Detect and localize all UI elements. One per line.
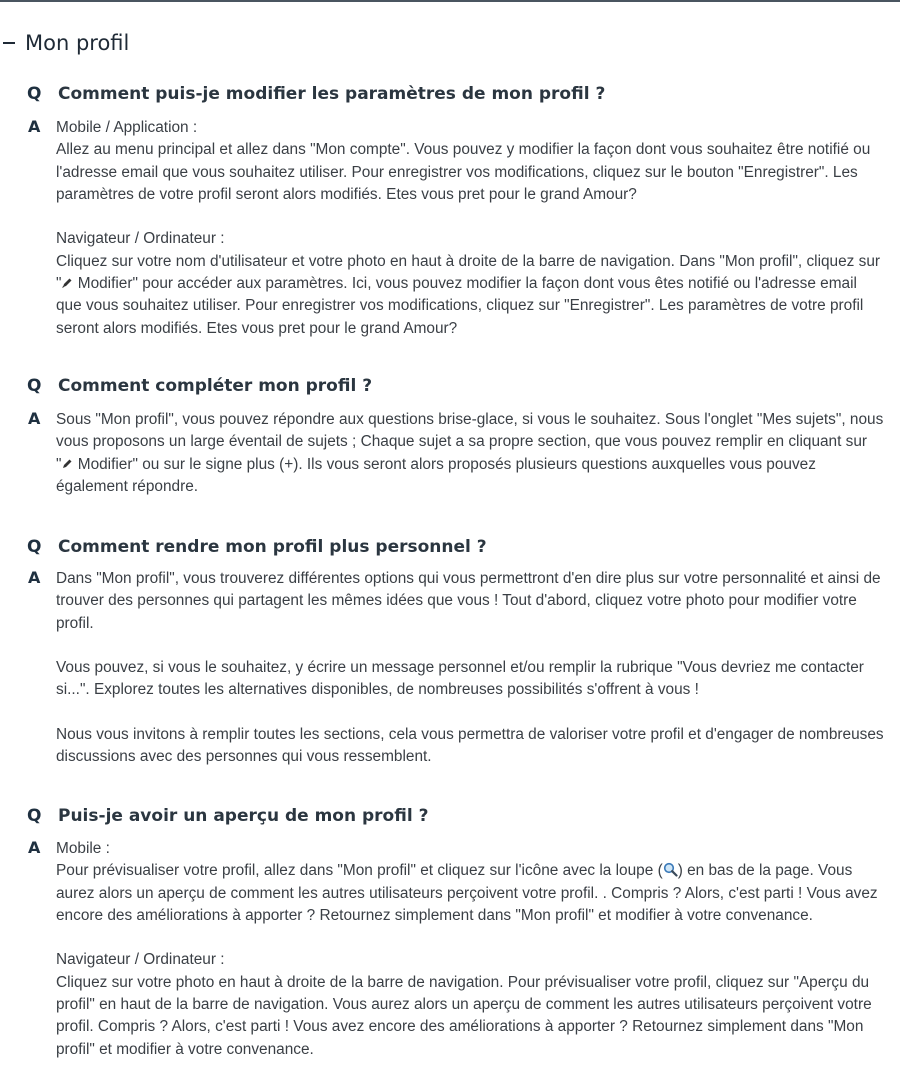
answer-line: Allez au menu principal et allez dans "Mon compte". Vous pouvez y modifier la façon dont vous souhaitez être notifié ou <box>56 141 871 159</box>
question-marker: Q <box>27 376 42 396</box>
answer-line: vous proposons un large éventail de sujets ; Chaque sujet a sa propre section, que vous pouvez remplir en cliquant sur <box>56 433 868 451</box>
answer-line: Dans "Mon profil", vous trouverez différentes options qui vous permettront d'en dire plus sur votre personnalité et ainsi de <box>56 570 881 587</box>
section-title: Mon profil <box>25 31 130 55</box>
answer-line: Vous pouvez, si vous le souhaitez, y écrire un message personnel et/ou remplir la rubrique "Vous devriez me contacter <box>56 659 864 677</box>
faq-question[interactable]: Puis-je avoir un aperçu de mon profil ? <box>58 806 429 826</box>
answer-marker: A <box>28 838 41 857</box>
answer-marker: A <box>28 117 41 136</box>
question-marker: Q <box>27 806 42 826</box>
answer-line: Cliquez sur votre photo en haut à droite de la barre de navigation. Pour prévisualiser votre profil, cliquez sur "Aperçu du <box>56 973 870 991</box>
answer-heading: Navigateur / Ordinateur : <box>56 951 225 969</box>
answer-line: discussions avec des personnes qui vous ressemblent. <box>56 748 432 766</box>
answer-heading: Mobile : <box>56 840 110 857</box>
answer-line: " Modifier" pour accéder aux paramètres. Ici, vous pouvez modifier la façon dont vous êtes notifié ou l'adresse email <box>56 275 857 293</box>
answer-line: profil" en haut de la barre de navigation. Vous aurez alors un aperçu de comment les autres utilisateurs perçoivent votre <box>56 996 872 1014</box>
answer-line: encore des améliorations à apporter ? Retournez simplement dans "Mon profil" et modifier à votre convenance. <box>56 906 813 924</box>
section-toggle-mon-profil[interactable] <box>0 27 129 59</box>
pencil-icon <box>61 458 73 470</box>
answer-line: que vous souhaitez utiliser. Pour enregistrer vos modifications, cliquez sur "Enregistrer". Les paramètres de votre profil <box>56 297 864 315</box>
answer-line: l'adresse email que vous souhaitez utiliser. Pour enregistrer vos modifications, cliquez sur le bouton "Enregistrer". Les <box>56 163 858 181</box>
answer-line: seront alors modifiés. Etes vous pret pour le grand Amour? <box>56 319 458 337</box>
faq-answer <box>56 117 900 340</box>
answer-line: Sous "Mon profil", vous pouvez répondre aux questions brise-glace, si vous le souhaitez. Sous l'onglet "Mes sujets", nous <box>56 411 884 428</box>
answer-line: si...". Explorez toutes les alternatives disponibles, de nombreuses possibilités s'offrent à vous ! <box>56 681 699 699</box>
answer-line: Nous vous invitons à remplir toutes les sections, cela vous permettra de valoriser votre profil et d'engager de nombreuses <box>56 726 884 744</box>
answer-line: profil" et modifier à votre convenance. <box>56 1040 314 1058</box>
answer-line: aurez alors un aperçu de comment les autres utilisateurs perçoivent votre profil. . Compris ? Alors, c'est parti ! Vous avez <box>56 884 878 902</box>
minus-icon <box>3 42 15 44</box>
faq-question[interactable]: Comment rendre mon profil plus personnel ? <box>58 537 487 557</box>
answer-heading: Navigateur / Ordinateur : <box>56 230 225 248</box>
answer-line: profil. <box>56 614 94 632</box>
question-marker: Q <box>27 84 42 104</box>
question-marker: Q <box>27 537 42 557</box>
answer-line: Cliquez sur votre nom d'utilisateur et votre photo en haut à droite de la barre de navigation. Dans "Mon profil", cliquez sur <box>56 252 881 270</box>
faq-answer <box>56 568 900 769</box>
pencil-icon <box>61 277 73 289</box>
faq-answer <box>56 409 900 498</box>
answer-line: profil. Compris ? Alors, c'est parti ! Vous avez encore des améliorations à apporter ? Retournez simplement dans "Mon <box>56 1018 864 1036</box>
answer-line: Pour prévisualiser votre profil, allez dans "Mon profil" et cliquez sur l'icône avec la loupe ( ) en bas de la page. Vous <box>56 862 853 880</box>
faq-question[interactable]: Comment puis-je modifier les paramètres de mon profil ? <box>58 84 606 104</box>
answer-line: paramètres de votre profil seront alors modifiés. Etes vous pret pour le grand Amour? <box>56 185 637 203</box>
answer-line: " Modifier" ou sur le signe plus (+). Ils vous seront alors proposés plusieurs questions auxquelles vous pouvez <box>56 455 816 473</box>
magnifier-icon <box>663 862 678 877</box>
answer-marker: A <box>28 568 41 587</box>
faq-answer <box>56 838 900 1061</box>
answer-line: également répondre. <box>56 477 199 495</box>
answer-line: trouver des personnes qui partagent les mêmes idées que vous ! Tout d'abord, cliquez votre photo pour modifier votre <box>56 592 857 610</box>
answer-marker: A <box>28 409 41 428</box>
faq-question[interactable]: Comment compléter mon profil ? <box>58 376 373 396</box>
answer-heading: Mobile / Application : <box>56 119 198 136</box>
top-divider <box>0 0 900 2</box>
